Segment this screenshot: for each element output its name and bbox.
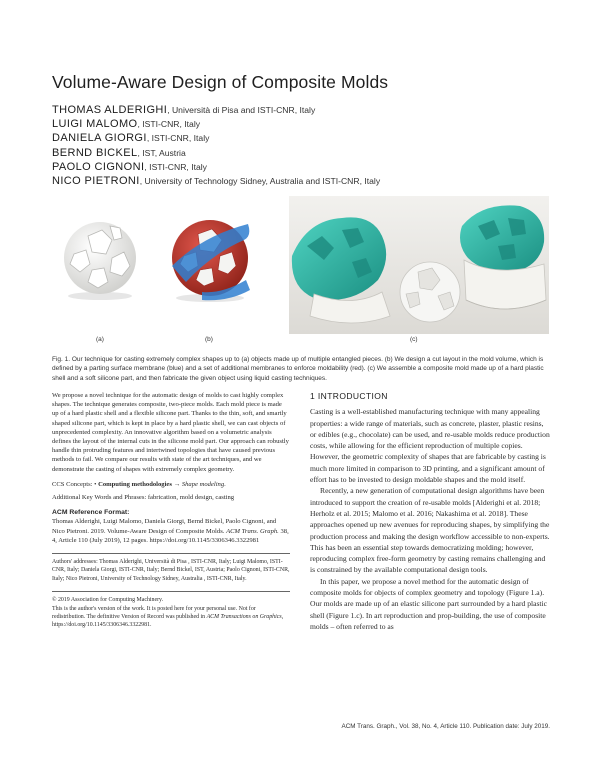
reference-journal: ACM Trans. Graph. [226, 527, 279, 535]
author-3 [52, 146, 380, 160]
author-affiliation: , IST, Austria [137, 147, 186, 158]
lattice-object-a [64, 222, 136, 300]
author-list [52, 103, 380, 188]
section-heading-introduction: 1 INTRODUCTION [310, 391, 388, 401]
author-1 [52, 117, 380, 131]
abstract: We propose a novel technique for the automatic design of molds to cast highly complex shapes. The technique generates composite, two-piece molds. Each mold piece is made up of a hard plastic shell and a flexible silicone part. Thanks to the thin, soft, and smartly shaped silicone part, which is kept in place by a hard plastic shell, we can cast objects of unprecedented complexity. An innovative algorithm based on a volumetric analysis defines the layout of the internal cuts in the silicone mold part. Our approach can robustly handle thin protruding features and intertwined topologies that have caused previous methods to fail. We compare our results with state of the art techniques, and we demonstrate the casting of shapes with extremely complex geometry. [52, 392, 289, 473]
copyright-journal: ACM Transactions on Graphics [206, 614, 282, 621]
author-name: LUIGI MALOMO [52, 118, 138, 131]
author-affiliation: , Università di Pisa and ISTI-CNR, Italy [167, 105, 316, 115]
author-name: BERND BICKEL [52, 146, 138, 159]
intro-paragraph-1: Casting is a well-established manufacturing technique with many appealing properties: a wide range of materials, such as concrete, plaster, plastic resins, or edibles (e.g., chocolate) can be used, and re-usable molds reduce production costs, while allowing for the efficient reproduction of multiple copies. However, the geometric complexity of shapes that are fabricable by casting is much more limited in comparison to 3D printing, and a significant amount of effort has to be invested to design moldable shapes and the mold itself. [310, 407, 550, 485]
author-name: DANIELA GIORGI [52, 132, 147, 145]
divider [52, 591, 290, 592]
composite-mold-photo-c [289, 196, 549, 334]
author-2 [52, 131, 380, 145]
ccs-arrow: → [171, 480, 182, 488]
copyright-line-3: , https://doi.org/10.1145/3306346.3322981. [52, 614, 284, 629]
ccs-bold: Computing methodologies [98, 480, 172, 488]
figure-label-b: (b) [205, 336, 213, 343]
copyright-line-2: This is the author's version of the work. It is posted here for your personal use. Not for redistribution. The definitive Version of Record was published in [52, 605, 256, 621]
mold-volume-b [172, 220, 250, 302]
keywords: Additional Key Words and Phrases: fabrication, mold design, casting [52, 494, 235, 502]
reference-format [52, 517, 290, 545]
copyright-notice [52, 605, 290, 630]
copyright-line-1: © 2019 Association for Computing Machinery. [52, 597, 164, 604]
page-footer: ACM Trans. Graph., Vol. 38, No. 4, Article 110. Publication date: July 2019. [341, 723, 550, 730]
teaser-figure [52, 196, 549, 348]
intro-paragraph-3: In this paper, we propose a novel method for the automatic design of composite molds for objects of complex geometry and topology (Figure 1.a). Our molds are made up of an elastic silicone part surrounded by a hard plastic shell (Figure 1.c). In art reproduction and prop-building, the use of composite molds – often referred to as [310, 576, 548, 631]
author-affiliation: , ISTI-CNR, Italy [146, 133, 210, 144]
ccs-italic: Shape modeling [181, 480, 225, 488]
reference-heading: ACM Reference Format: [52, 509, 130, 517]
author-5 [52, 174, 380, 188]
right-column [310, 391, 550, 632]
reference-text: Thomas Alderighi, Luigi Malomo, Daniela Giorgi, Bernd Bickel, Paolo Cignoni, and Nico Pietroni. 2019. Volume-Aware Design of Composite Molds. [52, 518, 277, 535]
author-affiliation: , University of Technology Sidney, Australia and ISTI-CNR, Italy [139, 176, 381, 187]
author-affiliation: , ISTI-CNR, Italy [137, 119, 201, 130]
author-0 [52, 103, 380, 117]
figure-label-a: (a) [96, 336, 104, 343]
author-4 [52, 160, 380, 174]
ccs-end: . [224, 480, 226, 488]
author-affiliation: , ISTI-CNR, Italy [144, 161, 207, 172]
divider [52, 553, 290, 554]
author-name: PAOLO CIGNONI [52, 160, 145, 173]
intro-paragraph-2: Recently, a new generation of computational design algorithms have been introduced to support the creation of re-usable molds [Alderighi et al. 2018; Herholz et al. 2015; Malomo et al. 2016; Nakashima et al. 2018]. These approaches opened up new avenues for reproducing shapes, by simplifying the production process and making the design workflow accessible to non-experts. This has been an essential step towards democratizing molding; however, reproducing complex free-form geometry by casting remains challenging and is constrained by the available computational design tools. [310, 486, 550, 575]
figure-label-c: (c) [410, 336, 418, 343]
author-addresses: Authors' addresses: Thomas Alderighi, Università di Pisa , ISTI-CNR, Italy; Luigi Malomo, ISTI-CNR, Italy; Daniela Giorgi, ISTI-CNR, Italy; Bernd Bickel, IST, Austria; Paolo Cignoni, ISTI-CNR, Italy; Nico Pietroni, University of Technology Sidney, Australia , ISTI-CNR, Italy. [52, 559, 290, 582]
ccs-prefix: CCS Concepts: • [52, 480, 99, 488]
figure-caption: Fig. 1. Our technique for casting extremely complex shapes up to (a) objects made up of multiple entangled pieces. (b) We design a cut layout in the mold volume, which is defined by a parting surface membrane (blue) and a set of additional membranes to enforce moldability (red). (c) We assemble a composite mold made up of a hard plastic shell and a soft silicone part, and then fabricate the given object using liquid casting techniques. [52, 356, 544, 382]
author-name: NICO PIETRONI [52, 175, 140, 188]
paper-title: Volume-Aware Design of Composite Molds [52, 72, 389, 92]
reference-tail: 38, 4, Article 110 (July 2019), 12 pages. https://doi.org/10.1145/3306346.3322981 [52, 527, 289, 544]
left-column [52, 391, 290, 630]
ccs-concepts [52, 480, 290, 489]
author-name: THOMAS ALDERIGHI [52, 104, 168, 116]
